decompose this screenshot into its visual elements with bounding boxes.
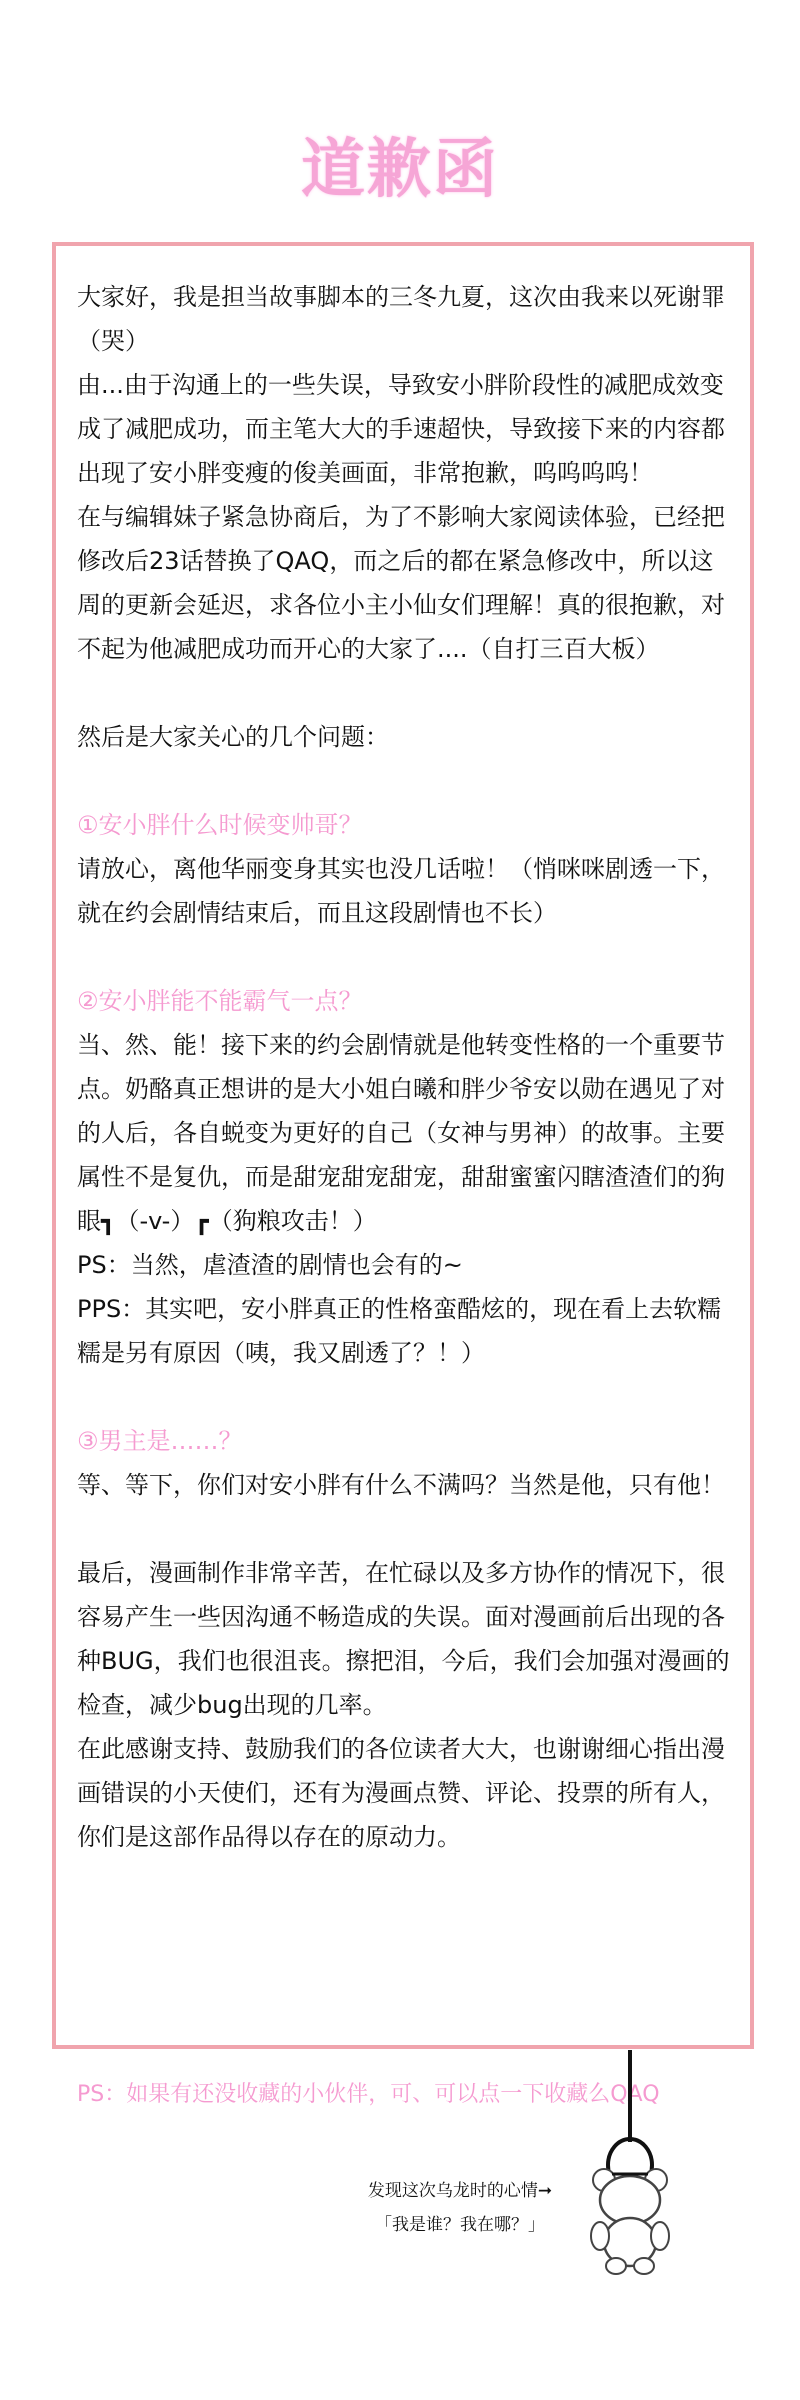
- answer-2-ps: PS：当然，虐渣渣的剧情也会有的~: [77, 1251, 463, 1279]
- faq-intro: 然后是大家关心的几个问题：: [77, 723, 389, 751]
- mood-note-line-2: 「我是谁？我在哪？」: [375, 2215, 545, 2235]
- mood-note-line-1: 发现这次乌龙时的心情➞: [367, 2181, 553, 2201]
- answer-3: 等、等下，你们对安小胖有什么不满吗？当然是他，只有他！: [77, 1471, 725, 1499]
- answer-2: 当、然、能！接下来的约会剧情就是他转变性格的一个重要节点。奶酪真正想讲的是大小姐白曦和胖少爷安以勋在遇见了对的人后，各自蜕变为更好的自己（女神与男神）的故事。主要属性不是复仇，而是甜宠甜宠甜宠，甜甜蜜蜜闪瞎渣渣们的狗眼┓（-v-）┏（狗粮攻击！）: [77, 1031, 725, 1235]
- thanks-paragraph: 在此感谢支持、鼓励我们的各位读者大大，也谢谢细心指出漫画错误的小天使们，还有为漫画点赞、评论、投票的所有人，你们是这部作品得以存在的原动力。: [77, 1735, 725, 1851]
- question-3: ③男主是……？: [77, 1427, 243, 1455]
- closing-paragraph: 最后，漫画制作非常辛苦，在忙碌以及多方协作的情况下，很容易产生一些因沟通不畅造成的失误。面对漫画前后出现的各种BUG，我们也很沮丧。擦把泪，今后，我们会加强对漫画的检查，减少bug出现的几率。: [77, 1559, 730, 1719]
- letter-title: 道歉函: [301, 133, 499, 207]
- paragraph-greeting: 大家好，我是担当故事脚本的三冬九夏，这次由我来以死谢罪（哭）: [77, 283, 725, 355]
- question-2: ②安小胖能不能霸气一点？: [77, 987, 363, 1015]
- answer-1: 请放心，离他华丽变身其实也没几话啦！（悄咪咪剧透一下，就在约会剧情结束后，而且这段剧情也不长）: [77, 855, 725, 927]
- footer-ps: PS：如果有还没收藏的小伙伴，可、可以点一下收藏么QAQ: [77, 2082, 660, 2107]
- paragraph-fix: 在与编辑妹子紧急协商后，为了不影响大家阅读体验，已经把修改后23话替换了QAQ，而之后的都在紧急修改中，所以这周的更新会延迟，求各位小主小仙女们理解！真的很抱歉，对不起为他减肥成功而开心的大家了....（自打三百大板）: [77, 503, 725, 663]
- hanging-bear-doodle-icon: [572, 2050, 692, 2280]
- answer-2-pps: PPS：其实吧，安小胖真正的性格蛮酷炫的，现在看上去软糯糯是另有原因（咦，我又剧透了？！）: [77, 1295, 722, 1367]
- question-1: ①安小胖什么时候变帅哥？: [77, 811, 363, 839]
- mood-note: [330, 2174, 590, 2242]
- paragraph-explanation: 由...由于沟通上的一些失误，导致安小胖阶段性的减肥成效变成了减肥成功，而主笔大大的手速超快，导致接下来的内容都出现了安小胖变瘦的俊美画面，非常抱歉，呜呜呜呜！: [77, 371, 725, 487]
- letter-body: [77, 275, 737, 1859]
